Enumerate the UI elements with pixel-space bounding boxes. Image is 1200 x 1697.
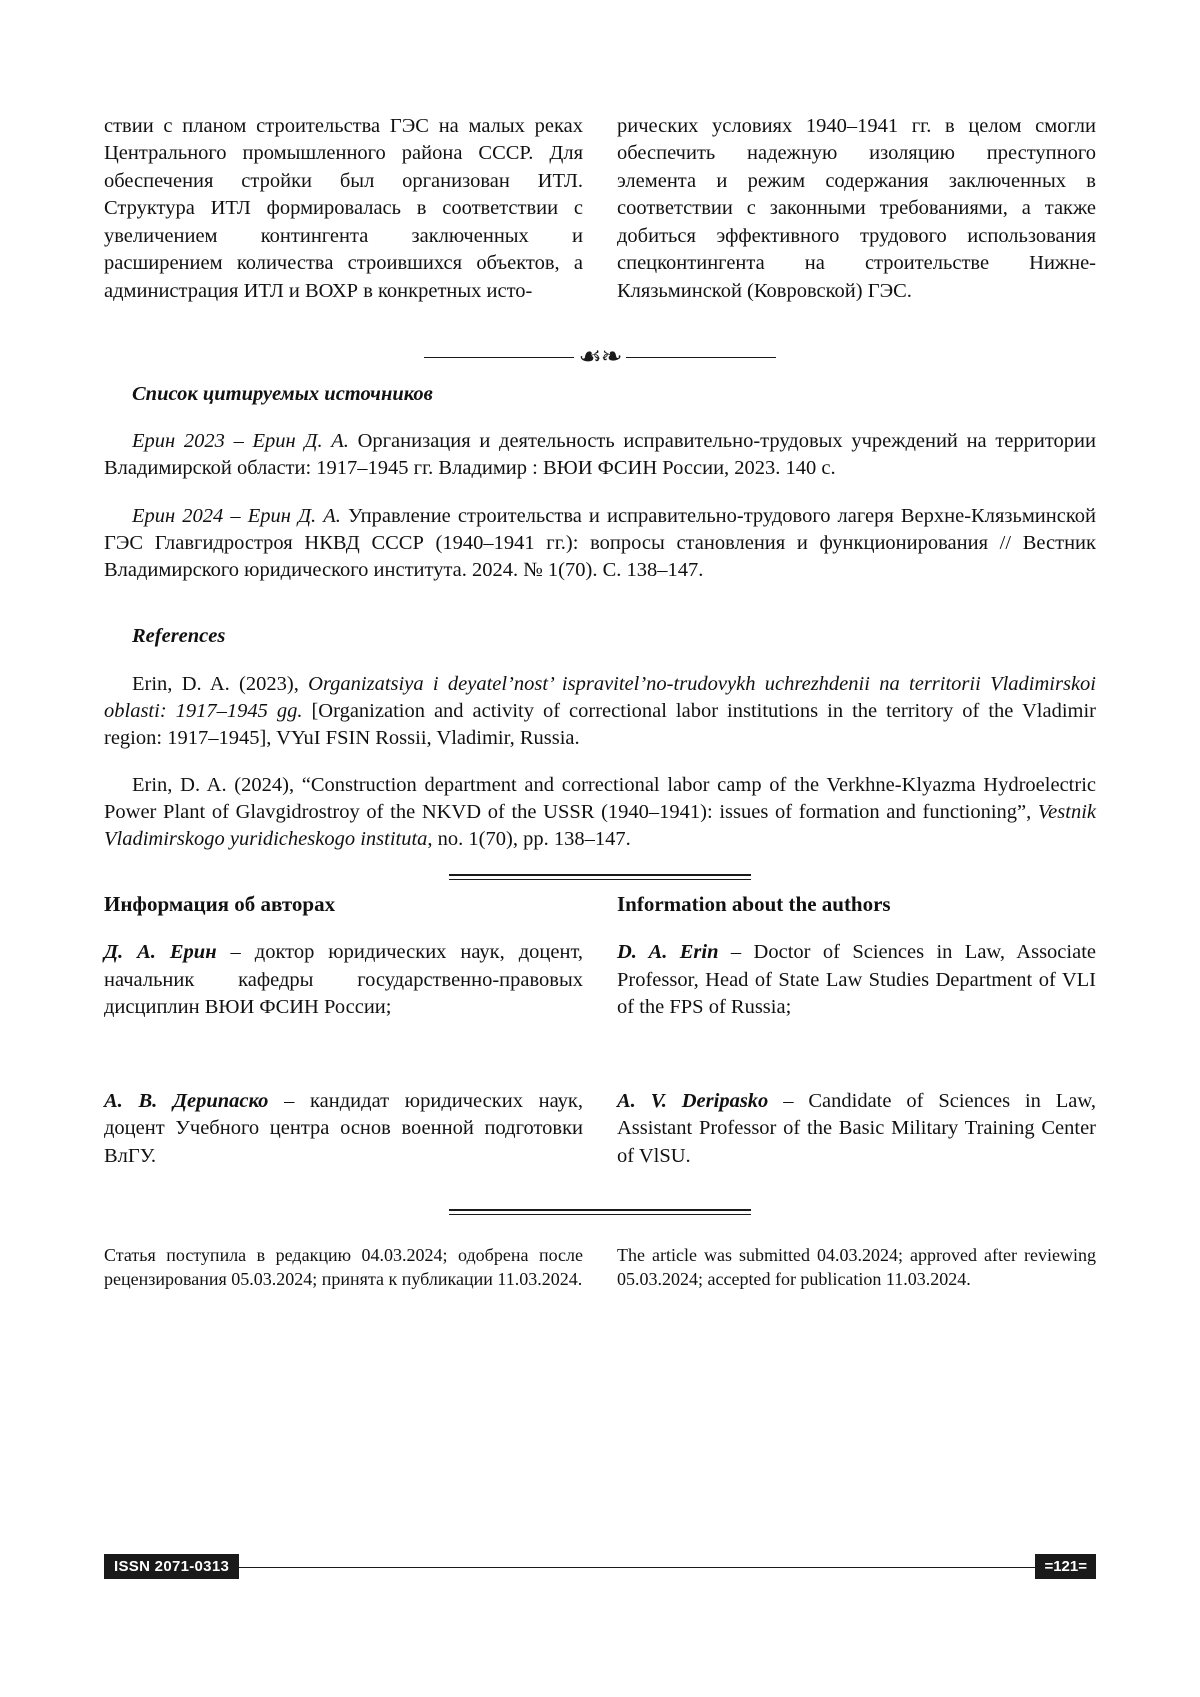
- page-content: [104, 92, 1096, 1309]
- author-name-ru-1: Д. А. Ерин: [104, 941, 217, 963]
- authors-column-ru: [104, 890, 583, 1191]
- body-column-right: [617, 92, 1096, 326]
- reference-ru-2-text: Управление строительства и исправительно-трудового лагеря Верхне-Клязьминской ГЭС Главгидростроя НКВД СССР (1940–1941 гг.): вопросы становления и функционирования // Вестник Владимирского юридического института. 2024. № 1(70). С. 138–147.: [104, 504, 1096, 581]
- reference-ru-2-prefix: Ерин 2024 –: [132, 504, 248, 527]
- author-name-en-1: D. A. Erin: [617, 941, 719, 963]
- reference-item-en-1: [104, 671, 1096, 752]
- author-name-ru-2: А. В. Дерипаско: [104, 1089, 269, 1112]
- submission-note-ru: Статья поступила в редакцию 04.03.2024; одобрена после рецензирования 05.03.2024; принята к публикации 11.03.2024.: [104, 1244, 583, 1289]
- reference-ru-1-text: Организация и деятельность исправительно-трудовых учреждений на территории Владимирской области: 1917–1945 гг. Владимир : ВЮИ ФСИН России, 2023. 140 с.: [104, 430, 1096, 479]
- reference-en-2-italic: Vestnik Vladimirskogo yuridicheskogo instituta: [104, 801, 1096, 850]
- body-columns: [104, 92, 1096, 326]
- submission-column-ru: [104, 1225, 583, 1309]
- ornament-divider: [104, 340, 1096, 374]
- footer-rule: [104, 1567, 1096, 1568]
- author-entry-ru-2: [104, 1088, 583, 1171]
- issn-badge: ISSN 2071-0313: [104, 1554, 239, 1579]
- reference-ru-1-author: Ерин Д. А.: [252, 430, 349, 452]
- section-divider-top: [449, 874, 751, 880]
- ornament-glyph: ☙❧: [578, 341, 622, 371]
- divider-rule-thick-2: [449, 1209, 751, 1211]
- author-text-en-1: – Doctor of Sciences in Law, Associate Professor, Head of State Law Studies Department of VLI of the FPS of Russia;: [617, 941, 1096, 1018]
- reference-ru-2-author: Ерин Д. А.: [247, 504, 341, 527]
- author-name-en-2: A. V. Deripasko: [617, 1089, 769, 1112]
- reference-en-2-tail: , no. 1(70), pp. 138–147.: [427, 828, 631, 850]
- section-divider-bottom: [449, 1209, 751, 1215]
- reference-en-1-tail: [Organization and activity of correctional labor institutions in the territory of the Vladimir region: 1917–1945], VYuI FSIN Rossii, Vladimir, Russia.: [104, 699, 1096, 749]
- author-entry-ru-1: [104, 939, 583, 1022]
- author-text-ru-1: – доктор юридических наук, доцент, начальник кафедры государственно-правовых дисциплин ВЮИ ФСИН России;: [104, 941, 583, 1018]
- page-number-badge: =121=: [1035, 1554, 1096, 1579]
- divider-rule-thick: [449, 874, 751, 876]
- reference-en-2-lead: Erin, D. A. (2024), “Construction department and correctional labor camp of the Verkhne-Klyazma Hydroelectric Power Plant of Glavgidrostroy of the NKVD of the USSR (1940–1941): issues of formation and functioning”,: [104, 774, 1096, 823]
- authors-columns: [104, 890, 1096, 1191]
- references-en-title: References: [132, 625, 226, 647]
- authors-heading-ru: Информация об авторах: [104, 891, 336, 916]
- body-paragraph-left: ствии с планом строительства ГЭС на малых реках Центрального промышленного района СССР. Для обеспечения стройки был организован ИТЛ. Структура ИТЛ формировалась в соответствии с увеличением контингента заключенных и расширением количества строившихся объектов, а администрация ИТЛ и ВОХР в конкретных исто-: [104, 114, 583, 302]
- reference-item-ru-2: [104, 503, 1096, 584]
- divider-rule-thin: [449, 879, 751, 880]
- submission-note-en: The article was submitted 04.03.2024; approved after reviewing 05.03.2024; accepted for publication 11.03.2024.: [617, 1244, 1096, 1289]
- page-footer: [104, 1554, 1096, 1580]
- references-ru-title: Список цитируемых источников: [132, 382, 433, 405]
- references-ru: [104, 380, 1096, 584]
- author-text-ru-2: – кандидат юридических наук, доцент Учебного центра основ военной подготовки ВлГУ.: [104, 1089, 584, 1167]
- author-entry-en-1: [617, 939, 1096, 1022]
- reference-en-1-italic: Organizatsiya i deyatel’nost’ ispravitel’no-trudovykh uchrezhdenii na territorii Vladimirskoi oblasti: 1917–1945 gg.: [104, 672, 1096, 722]
- authors-heading-en: Information about the authors: [617, 891, 891, 916]
- author-text-en-2: – Candidate of Sciences in Law, Assistant Professor of the Basic Military Training Center of VlSU.: [617, 1089, 1097, 1167]
- author-entry-en-2: [617, 1088, 1096, 1171]
- references-en: [104, 622, 1096, 853]
- submission-column-en: [617, 1225, 1096, 1309]
- body-column-left: [104, 92, 583, 326]
- authors-column-en: [617, 890, 1096, 1191]
- divider-rule-thin-2: [449, 1214, 751, 1215]
- submission-columns: [104, 1225, 1096, 1309]
- reference-en-1-lead: Erin, D. A. (2023),: [132, 672, 309, 695]
- body-paragraph-right: рических условиях 1940–1941 гг. в целом смогли обеспечить надежную изоляцию преступного элемента и режим содержания заключенных в соответствии с законными требованиями, а также добиться эффективного трудового использования спецконтингента на строительстве Нижне-Клязьминской (Ковровской) ГЭС.: [617, 114, 1096, 302]
- reference-ru-1-prefix: Ерин 2023 –: [132, 430, 253, 452]
- reference-item-en-2: [104, 772, 1096, 853]
- reference-item-ru-1: [104, 428, 1096, 482]
